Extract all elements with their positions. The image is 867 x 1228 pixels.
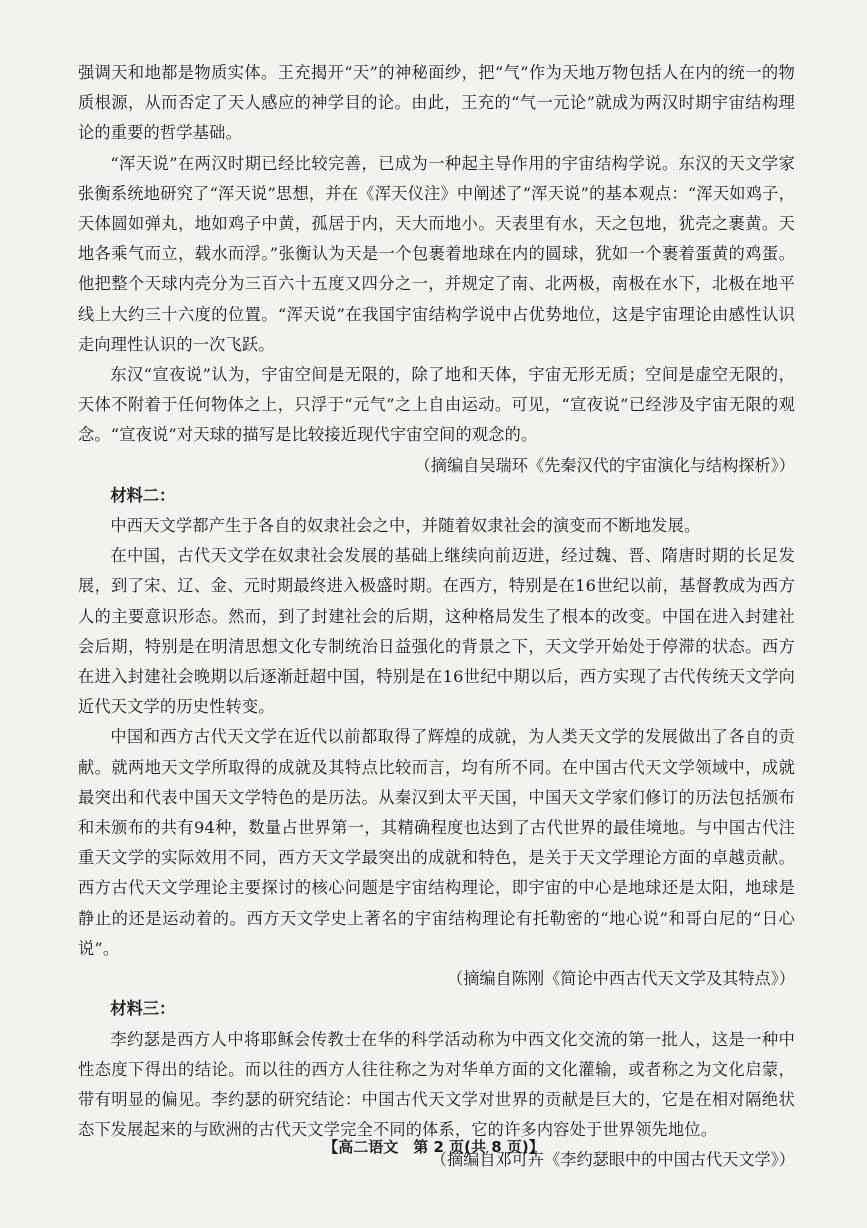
paragraph-qi-monism: 强调天和地都是物质实体。王充揭开“天”的神秘面纱，把“气”作为天地万物包括人在内的统一的物质根源，从而否定了天人感应的神学目的论。由此，王充的“气一元论”就成为两汉时期宇宙结构理论的重要的哲学基础。 bbox=[78, 63, 795, 143]
material-2-paragraph-2: 在中国，古代天文学在奴隶社会发展的基础上继续向前迈进，经过魏、晋、隋唐时期的长足发展，到了宋、辽、金、元时期最终进入极盛时期。在西方，特别是在16世纪以前，基督教成为西方人的主要意识形态。然而，到了封建社会的后期，这种格局发生了根本的改变。中国在进入封建社会后期，特别是在明清思想文化专制统治日益强化的背景之下，天文学开始处于停滞的状态。西方在进入封建社会晚期以后逐渐赶超中国，特别是在16世纪中期以后，西方实现了古代传统天文学向近代天文学的历史性转变。 bbox=[78, 546, 795, 717]
material-2-paragraph-1: 中西天文学都产生于各自的奴隶社会之中，并随着奴隶社会的演变而不断地发展。 bbox=[110, 516, 701, 536]
paragraph-xuanye-theory: 东汉“宣夜说”认为，宇宙空间是无限的，除了地和天体，宇宙无形无质；空间是虚空无限的，天体不附着于任何物体之上，只浮于“元气”之上自由运动。可见，“宣夜说”已经涉及宇宙无限的观念。“宣夜说”对天球的描写是比较接近现代宇宙空间的观念的。 bbox=[78, 365, 795, 445]
material-3-paragraph-1: 李约瑟是西方人中将耶稣会传教士在华的科学活动称为中西文化交流的第一批人，这是一种中性态度下得出的结论。而以往的西方人往往称之为对华单方面的文化灌输，或者称之为文化启蒙，带有明显的偏见。李约瑟的研究结论：中国古代天文学对世界的贡献是巨大的，它是在相对隔绝状态下发展起来的与欧洲的古代天文学完全不同的体系，它的许多内容处于世界领先地位。 bbox=[78, 1029, 795, 1140]
material-2-paragraph-3: 中国和西方古代天文学在近代以前都取得了辉煌的成就，为人类天文学的发展做出了各自的贡献。就两地天文学所取得的成就及其特点比较而言，均有所不同。在中国古代天文学领域中，成就最突出和代表中国天文学特色的是历法。从秦汉到太平天国，中国天文学家们修订的历法包括颁布和未颁布的共有94种，数量占世界第一，其精确程度也达到了古代世界的最佳境地。与中国古代注重天文学的实际效用不同，西方天文学最突出的成就和特色，是关于天文学理论方面的卓越贡献。西方古代天文学理论主要探讨的核心问题是宇宙结构理论，即宇宙的中心是地球还是太阳，地球是静止的还是运动着的。西方天文学史上著名的宇宙结构理论有托勒密的“地心说”和哥白尼的“日心说”。 bbox=[78, 727, 795, 958]
material-3-heading: 材料三： bbox=[110, 999, 176, 1019]
page-footer: 【高二语文 第 2 页(共 8 页)】 bbox=[323, 1138, 544, 1156]
source-citation-2: （摘编自陈刚《简论中西古代天文学及其特点》） bbox=[446, 969, 795, 989]
source-citation-3: （摘编自邓可卉《李约瑟眼中的中国古代天文学》） bbox=[430, 1150, 795, 1170]
source-citation-1: （摘编自吴瑞环《先秦汉代的宇宙演化与结构探析》） bbox=[414, 455, 795, 475]
material-2-heading: 材料二： bbox=[110, 485, 176, 505]
paragraph-huntian-theory: “浑天说”在两汉时期已经比较完善，已成为一种起主导作用的宇宙结构学说。东汉的天文学家张衡系统地研究了“浑天说”思想，并在《浑天仪注》中阐述了“浑天说”的基本观点：“浑天如鸡子，天体圆如弹丸，地如鸡子中黄，孤居于内，天大而地小。天表里有水，天之包地，犹壳之裹黄。天地各乘气而立，载水而浮。”张衡认为天是一个包裹着地球在内的圆球，犹如一个裹着蛋黄的鸡蛋。他把整个天球内壳分为三百六十五度又四分之一，并规定了南、北两极，南极在水下，北极在地平线上大约三十六度的位置。“浑天说”在我国宇宙结构学说中占优势地位，这是宇宙理论由感性认识走向理性认识的一次飞跃。 bbox=[78, 153, 795, 354]
